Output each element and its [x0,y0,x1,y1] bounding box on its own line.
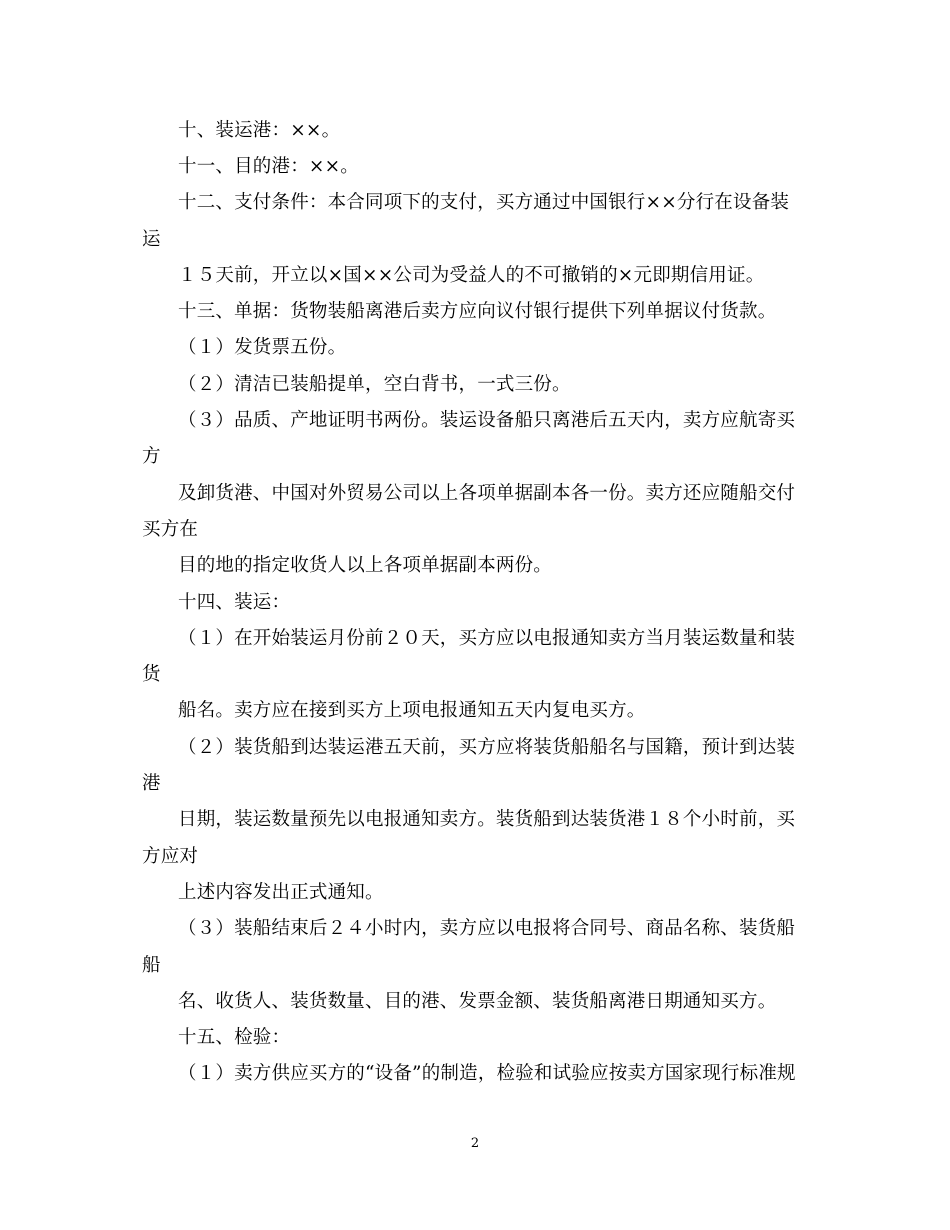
text-line: 运 [142,229,161,250]
text-line: 方 [142,446,161,467]
text-line: 船 [142,955,161,976]
text-line: 上述内容发出正式通知。 [178,882,384,903]
text-line: （１）发货票五份。 [178,337,347,358]
text-line: （１）卖方供应买方的“设备”的制造，检验和试验应按卖方国家现行标准规 [178,1063,796,1084]
text-line: 目的地的指定收货人以上各项单据副本两份。 [178,555,553,576]
text-line: 十二、支付条件：本合同项下的支付，买方通过中国银行××分行在设备装 [178,192,790,213]
text-line: （２）装货船到达装运港五天前，买方应将装货船船名与国籍，预计到达装 [178,737,796,758]
text-line: 十、装运港：××。 [178,120,341,141]
text-line: （３）装船结束后２４小时内，卖方应以电报将合同号、商品名称、装货船 [178,918,796,939]
text-line: 名、收货人、装货数量、目的港、发票金额、装货船离港日期通知买方。 [178,991,777,1012]
text-line: 十四、装运： [178,592,291,613]
text-line: 船名。卖方应在接到买方上项电报通知五天内复电买方。 [178,700,646,721]
text-line: 买方在 [142,519,199,540]
page-number: 2 [470,1136,480,1151]
text-line: 货 [142,664,161,685]
text-line: １５天前，开立以×国××公司为受益人的不可撤销的×元即期信用证。 [178,265,765,286]
text-line: 十三、单据：货物装船离港后卖方应向议付银行提供下列单据议付货款。 [178,301,777,322]
text-line: （３）品质、产地证明书两份。装运设备船只离港后五天内，卖方应航寄买 [178,410,796,431]
text-line: （１）在开始装运月份前２０天，买方应以电报通知卖方当月装运数量和装 [178,628,796,649]
text-line: 日期，装运数量预先以电报通知卖方。装货船到达装货港１８个小时前，买 [178,809,796,830]
text-line: 十五、检验： [178,1027,291,1048]
text-line: 及卸货港、中国对外贸易公司以上各项单据副本各一份。卖方还应随船交付 [178,483,796,504]
text-line: 十一、目的港：××。 [178,156,360,177]
text-line: 方应对 [142,846,199,867]
text-line: 港 [142,773,161,794]
text-line: （２）清洁已装船提单，空白背书，一式三份。 [178,374,571,395]
